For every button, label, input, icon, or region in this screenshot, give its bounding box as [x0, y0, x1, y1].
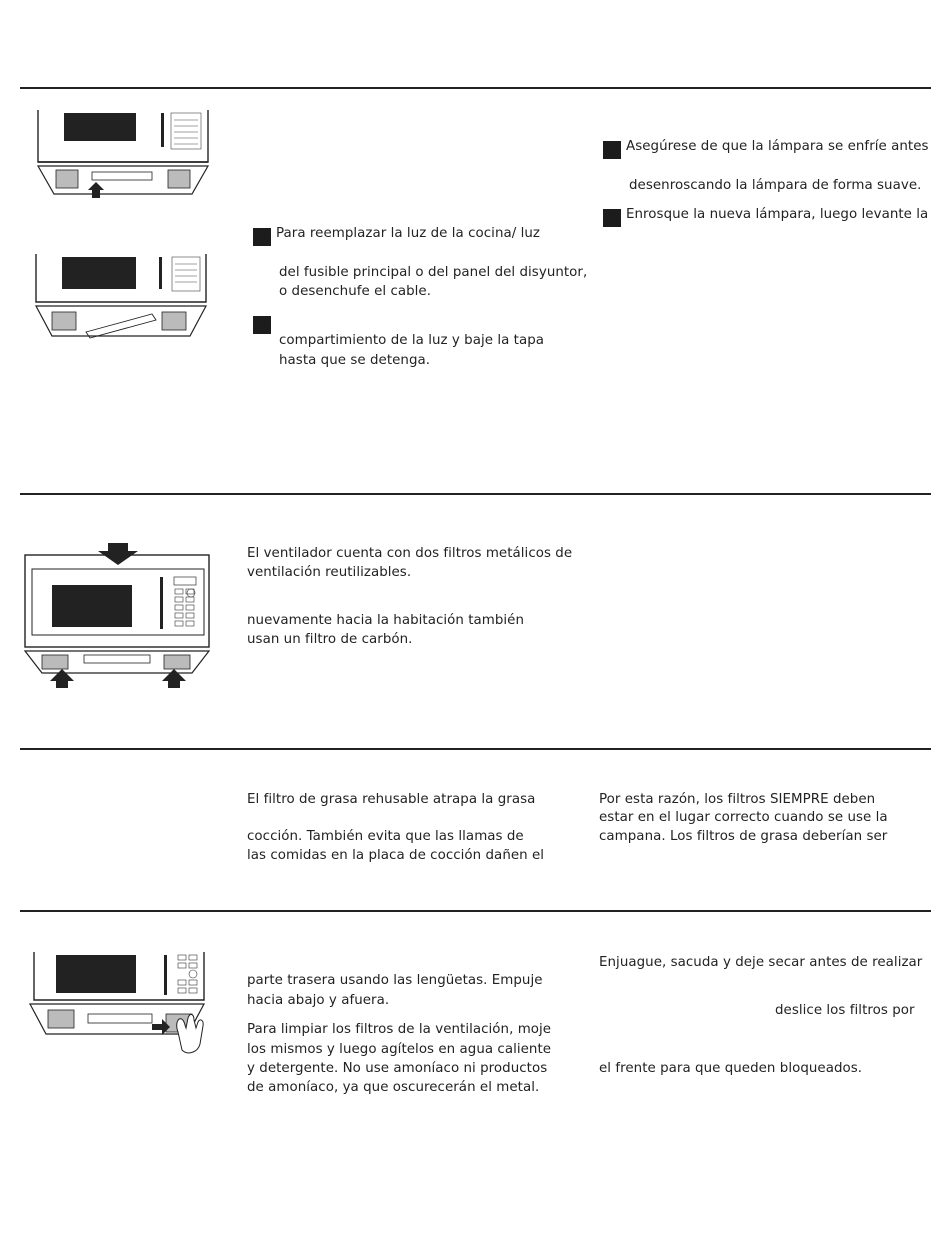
section-divider-light — [20, 87, 931, 89]
step-marker — [603, 141, 621, 159]
grease-right-line3: campana. Los filtros de grasa deberían ser — [599, 829, 888, 844]
grease-left-line3: las comidas en la placa de cocción dañen el — [247, 848, 545, 863]
step-marker — [253, 316, 271, 334]
cleaning-right-line3: el frente para que queden bloqueados. — [599, 1061, 863, 1076]
grease-left-line2: cocción. También evita que las llamas de — [247, 829, 524, 844]
step-marker — [603, 209, 621, 227]
microwave-filter-removal-illustration — [28, 952, 218, 1062]
cleaning-right-line1: Enjuague, sacuda y deje secar antes de realizar — [599, 955, 923, 970]
cleaning-left-line4: los mismos y luego agítelos en agua caliente — [247, 1042, 552, 1057]
cleaning-right-line2: deslice los filtros por — [775, 1003, 915, 1018]
light-step2-cont1: compartimiento de la luz y baje la tapa — [279, 333, 545, 348]
microwave-light-cover-illustration — [36, 110, 216, 200]
section-divider-grease — [20, 748, 931, 750]
microwave-light-open-illustration — [34, 254, 214, 344]
grease-left-line1: El filtro de grasa rehusable atrapa la grasa — [247, 792, 536, 807]
grease-right-line2: estar en el lugar correcto cuando se use la — [599, 810, 888, 825]
light-step1-cont2: o desenchufe el cable. — [279, 284, 432, 299]
light-step4-text: Enrosque la nueva lámpara, luego levante la — [626, 207, 929, 222]
step-marker — [253, 228, 271, 246]
filters-intro-line2: ventilación reutilizables. — [247, 565, 412, 580]
section-divider-cleaning — [20, 910, 931, 912]
cleaning-left-line3: Para limpiar los filtros de la ventilación, moje — [247, 1022, 552, 1037]
cleaning-left-line6: de amoníaco, ya que oscurecerán el metal. — [247, 1080, 540, 1095]
section-divider-filters — [20, 493, 931, 495]
microwave-filters-illustration — [24, 543, 214, 688]
filters-intro-line1: El ventilador cuenta con dos filtros metálicos de — [247, 546, 573, 561]
cleaning-left-line2: hacia abajo y afuera. — [247, 993, 390, 1008]
light-step2-cont2: hasta que se detenga. — [279, 353, 431, 368]
filters-intro-line4: usan un filtro de carbón. — [247, 632, 413, 647]
filters-intro-line3: nuevamente hacia la habitación también — [247, 613, 525, 628]
light-step1-text: Para reemplazar la luz de la cocina/ luz — [276, 226, 540, 241]
light-step1-cont1: del fusible principal o del panel del disyuntor, — [279, 265, 588, 280]
grease-right-line1: Por esta razón, los filtros SIEMPRE deben — [599, 792, 876, 807]
light-step3-text: Asegúrese de que la lámpara se enfríe antes — [626, 139, 929, 154]
light-step3-cont: desenroscando la lámpara de forma suave. — [629, 178, 922, 193]
cleaning-left-line1: parte trasera usando las lengüetas. Empuje — [247, 973, 543, 988]
cleaning-left-line5: y detergente. No use amoníaco ni productos — [247, 1061, 548, 1076]
